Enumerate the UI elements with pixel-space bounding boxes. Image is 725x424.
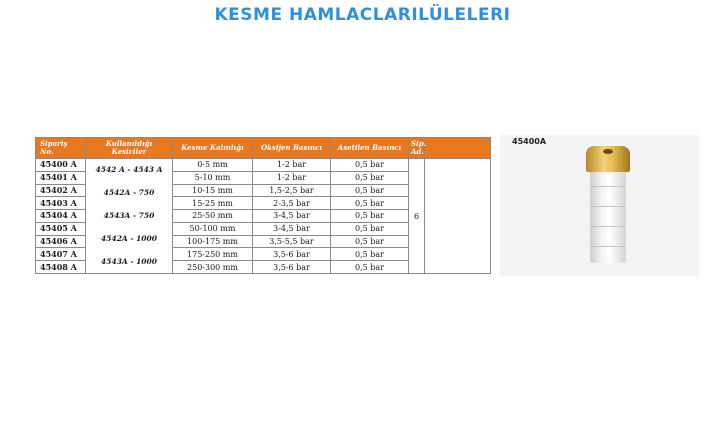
page-title: KESME HAMLACLARILÜLELERI bbox=[214, 5, 511, 25]
row-code: 45406 A bbox=[36, 235, 86, 248]
photo-label: 45400A bbox=[512, 137, 547, 146]
cutting-nozzle-photo-icon bbox=[590, 168, 626, 263]
row-acetylene: 0,5 bar bbox=[331, 210, 409, 223]
header-qty: Sip. Ad. bbox=[409, 138, 425, 159]
nozzle-ring bbox=[590, 206, 626, 207]
row-code: 45407 A bbox=[36, 248, 86, 261]
row-thickness: 25-50 mm bbox=[173, 210, 253, 223]
row-code: 45400 A bbox=[36, 159, 86, 172]
row-oxygen: 1,5-2,5 bar bbox=[253, 184, 331, 197]
row-oxygen: 2-3,5 bar bbox=[253, 197, 331, 210]
row-oxygen: 3,5-5,5 bar bbox=[253, 235, 331, 248]
row-oxygen: 3,5-6 bar bbox=[253, 248, 331, 261]
row-thickness: 250-300 mm bbox=[173, 261, 253, 274]
model-line: 4542A - 1000 bbox=[101, 234, 157, 243]
row-oxygen: 3,5-6 bar bbox=[253, 261, 331, 274]
row-oxygen: 3-4,5 bar bbox=[253, 210, 331, 223]
row-code: 45405 A bbox=[36, 222, 86, 235]
row-code: 45403 A bbox=[36, 197, 86, 210]
row-code: 45402 A bbox=[36, 184, 86, 197]
row-oxygen: 3-4,5 bar bbox=[253, 222, 331, 235]
row-code: 45404 A bbox=[36, 210, 86, 223]
row-acetylene: 0,5 bar bbox=[331, 197, 409, 210]
table-header-row bbox=[36, 138, 491, 159]
header-thickness: Kesme Kalınlığı bbox=[173, 138, 253, 159]
header-models: Kullanıldığı Kesiciler bbox=[86, 138, 173, 159]
row-thickness: 50-100 mm bbox=[173, 222, 253, 235]
model-line: 4543A - 1000 bbox=[101, 257, 157, 266]
row-code: 45408 A bbox=[36, 261, 86, 274]
nozzle-hole bbox=[603, 149, 613, 154]
models-cell bbox=[86, 159, 173, 274]
header-code: Sipariş No. bbox=[36, 138, 86, 159]
row-thickness: 175-250 mm bbox=[173, 248, 253, 261]
header-acetylene: Asetilen Basıncı bbox=[331, 138, 409, 159]
model-line: 4542 A - 4543 A bbox=[95, 165, 163, 174]
row-acetylene: 0,5 bar bbox=[331, 171, 409, 184]
nozzle-ring bbox=[590, 186, 626, 187]
row-acetylene: 0,5 bar bbox=[331, 235, 409, 248]
row-thickness: 10-15 mm bbox=[173, 184, 253, 197]
header-blank bbox=[425, 138, 491, 159]
product-table bbox=[35, 137, 491, 274]
header-oxygen: Oksijen Basıncı bbox=[253, 138, 331, 159]
nozzle-ring bbox=[590, 246, 626, 247]
qty-cell: 6 bbox=[409, 159, 425, 274]
row-thickness: 5-10 mm bbox=[173, 171, 253, 184]
table-row bbox=[36, 159, 491, 172]
nozzle-ring bbox=[590, 226, 626, 227]
row-acetylene: 0,5 bar bbox=[331, 261, 409, 274]
model-line: 4543A - 750 bbox=[103, 211, 155, 220]
row-acetylene: 0,5 bar bbox=[331, 159, 409, 172]
row-oxygen: 1-2 bar bbox=[253, 171, 331, 184]
row-oxygen: 1-2 bar bbox=[253, 159, 331, 172]
row-acetylene: 0,5 bar bbox=[331, 222, 409, 235]
row-acetylene: 0,5 bar bbox=[331, 248, 409, 261]
model-line: 4542A - 750 bbox=[103, 188, 155, 197]
row-acetylene: 0,5 bar bbox=[331, 184, 409, 197]
blank-cell bbox=[425, 159, 491, 274]
row-thickness: 15-25 mm bbox=[173, 197, 253, 210]
row-thickness: 0-5 mm bbox=[173, 159, 253, 172]
row-thickness: 100-175 mm bbox=[173, 235, 253, 248]
row-code: 45401 A bbox=[36, 171, 86, 184]
